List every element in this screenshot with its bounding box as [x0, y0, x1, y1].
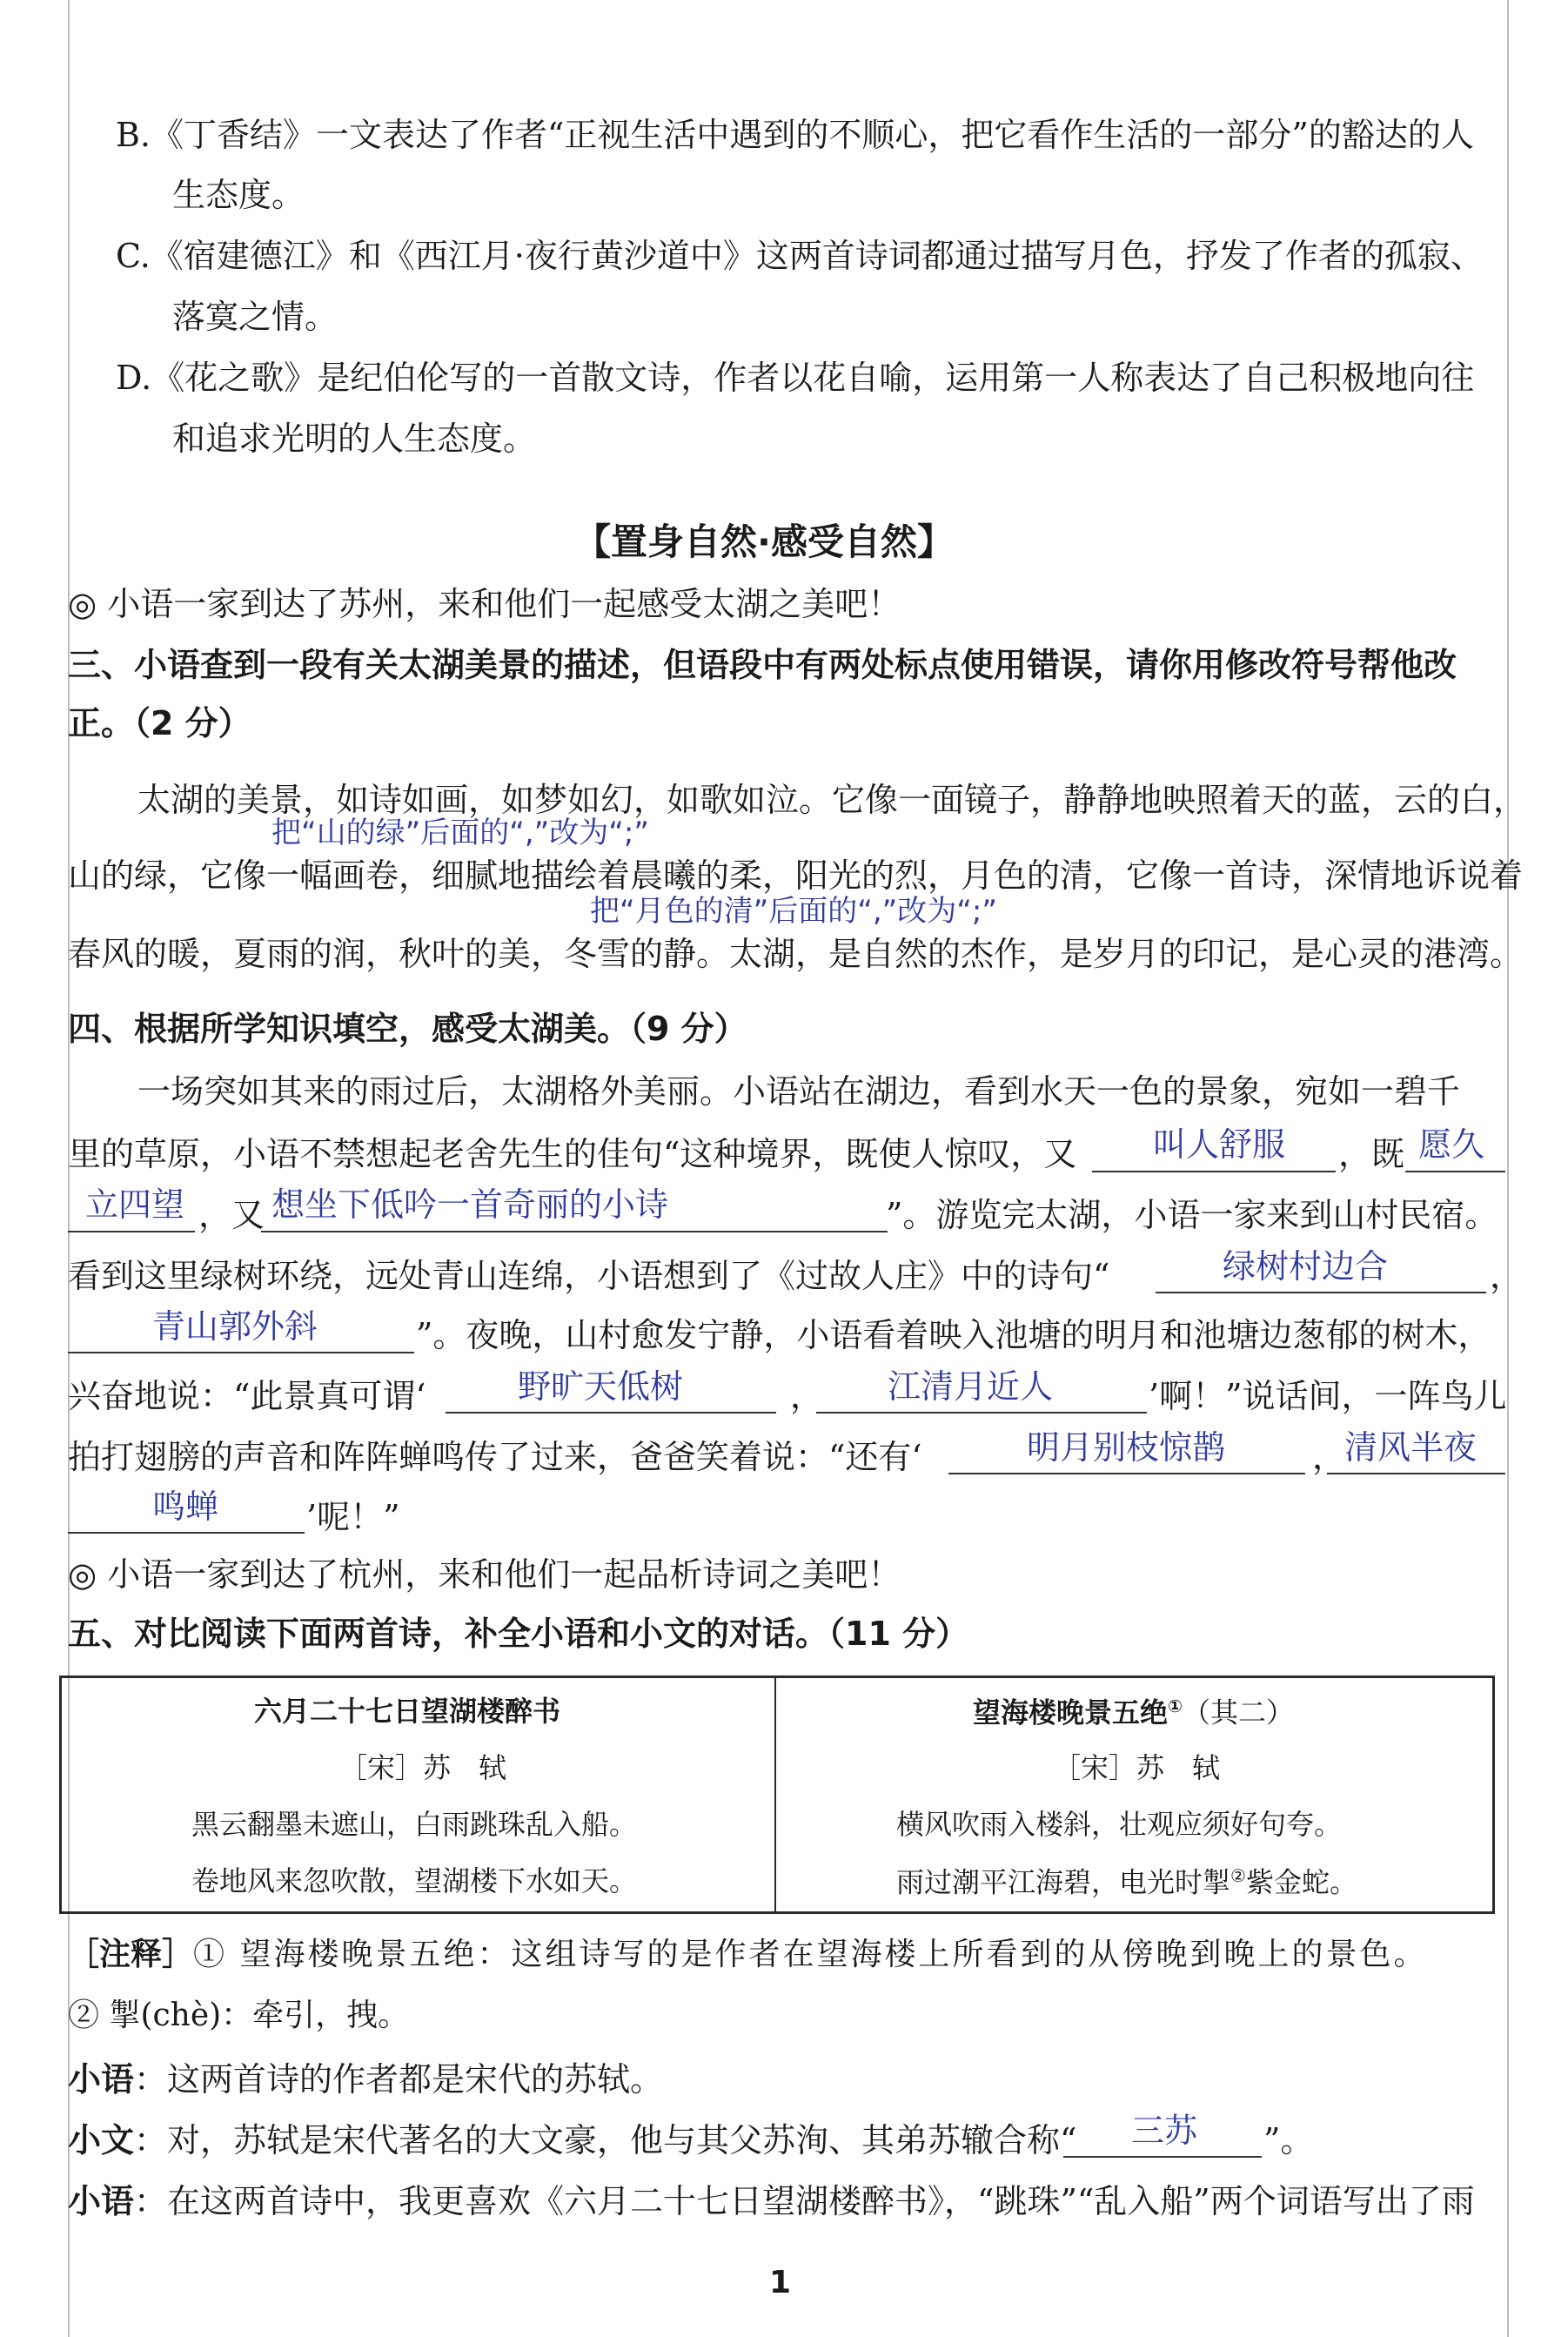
page-number: 1	[769, 2265, 792, 2300]
poem2-line1: 横风吹雨入楼斜，壮观应须好句夸。	[896, 1808, 1343, 1841]
blank-9b-answer: 鸣蝉	[152, 1487, 219, 1526]
intro-suzhou: ◎ 小语一家到达了苏州，来和他们一起感受太湖之美吧！	[68, 585, 901, 623]
q3-para-line1: 太湖的美景，如诗如画，如梦如幻，如歌如泣。它像一面镜子，静静地映照着天的蓝，云的白，	[137, 781, 1527, 819]
poem1-author: ［宋］苏 轼	[339, 1751, 507, 1784]
blank-1-answer: 叫人舒服	[1153, 1125, 1286, 1164]
q4-line6-comma: ，	[790, 1377, 824, 1415]
option-c-line1: C.《宿建德江》和《西江月·夜行黄沙道中》这两首诗词都通过描写月色，抒发了作者的孤寂、	[116, 237, 1484, 275]
blank-3-answer: 想坐下低吟一首奇丽的小诗	[271, 1185, 669, 1224]
q4-line2-text2: ，既	[1338, 1135, 1405, 1173]
blank-9b[interactable]	[68, 1532, 305, 1534]
blank-4-answer: 绿树村边合	[1223, 1247, 1389, 1286]
section-title: 【置身自然·感受自然】	[574, 520, 954, 563]
right-margin-rule	[1507, 0, 1509, 2337]
q5-title: 五、对比阅读下面两首诗，补全小语和小文的对话。（11 分）	[68, 1615, 969, 1653]
blank-2b-answer: 立四望	[85, 1185, 185, 1224]
option-b-line2: 生态度。	[172, 176, 305, 214]
intro-hangzhou: ◎ 小语一家到达了杭州，来和他们一起品析诗词之美吧！	[68, 1555, 901, 1594]
blank-6-answer: 野旷天低树	[518, 1367, 684, 1406]
q3-title-line2: 正。（2 分）	[68, 704, 251, 742]
notes-line2: ② 掣(chè)：牵引，拽。	[68, 1998, 410, 2033]
poem2-title: 望海楼晚景五绝①（其二）	[973, 1696, 1294, 1729]
q4-title: 四、根据所学知识填空，感受太湖美。（9 分）	[68, 1010, 747, 1048]
q4-line7-text: 拍打翅膀的声音和阵阵蝉鸣传了过来，爸爸笑着说：“还有‘	[68, 1438, 922, 1476]
blank-10[interactable]	[1063, 2156, 1262, 2158]
q4-line5: ”。夜晚，山村愈发宁静，小语看着映入池塘的明月和池塘边葱郁的树木，	[416, 1316, 1491, 1354]
q4-line3-text: ，又	[198, 1196, 265, 1234]
poem2-line2: 雨过潮平江海碧，电光时掣②紫金蛇。	[896, 1865, 1357, 1899]
option-d-line2: 和追求光明的人生态度。	[172, 420, 537, 458]
q4-line6-text: 兴奋地说：“此景真可谓‘	[68, 1377, 426, 1415]
blank-6[interactable]	[446, 1412, 776, 1414]
notes-label: ［注释］	[68, 1937, 194, 1972]
blank-1[interactable]	[1092, 1171, 1336, 1172]
q4-line6-text2: ’啊！”说话间，一阵鸟儿	[1149, 1377, 1507, 1415]
poem1-title: 六月二十七日望湖楼醉书	[254, 1695, 561, 1728]
option-b-line1: B.《丁香结》一文表达了作者“正视生活中遇到的不顺心，把它看作生活的一部分”的豁达的人	[116, 116, 1474, 154]
blank-2a-answer: 愿久	[1418, 1125, 1485, 1164]
q3-handwritten-answer2: 把“月色的清”后面的“,”改为“;”	[590, 894, 997, 929]
poem-table-divider	[774, 1676, 776, 1914]
dialogue-1: 小语：这两首诗的作者都是宋代的苏轼。	[68, 2060, 664, 2099]
blank-4[interactable]	[1156, 1292, 1486, 1293]
blank-3[interactable]	[261, 1231, 888, 1232]
blank-5[interactable]	[68, 1352, 414, 1353]
blank-10-answer: 三苏	[1131, 2112, 1198, 2150]
q3-para-line3: 春风的暖，夏雨的润，秋叶的美，冬雪的静。太湖，是自然的杰作，是岁月的印记，是心灵的港湾。	[68, 935, 1524, 973]
blank-2a[interactable]	[1405, 1171, 1505, 1172]
blank-2b[interactable]	[68, 1231, 195, 1232]
q4-line2-text: 里的草原，小语不禁想起老舍先生的佳句“这种境界，既使人惊叹，又	[68, 1135, 1077, 1173]
poem2-author: ［宋］苏 轼	[1053, 1751, 1221, 1784]
dialogue-2: 小文：对，苏轼是宋代著名的大文豪，他与其父苏洵、其弟苏辙合称“	[68, 2121, 1077, 2159]
option-c-line2: 落寞之情。	[172, 298, 338, 336]
poem1-line1: 黑云翻墨未遮山，白雨跳珠乱入船。	[191, 1808, 638, 1841]
q4-line8: ’呢！”	[306, 1498, 400, 1536]
q4-line4-comma: ，	[1490, 1257, 1524, 1295]
q4-line7-comma: ，	[1312, 1438, 1346, 1476]
poem1-line2: 卷地风来忽吹散，望湖楼下水如天。	[191, 1864, 638, 1897]
blank-5-answer: 青山郭外斜	[152, 1307, 318, 1346]
blank-9a[interactable]	[1327, 1473, 1505, 1474]
q3-handwritten-answer1: 把“山的绿”后面的“,”改为“;”	[271, 816, 649, 850]
q4-line3-text2: ”。游览完太湖，小语一家来到山村民宿。	[886, 1196, 1498, 1234]
dialogue-2-end: ”。	[1263, 2121, 1314, 2159]
blank-9a-answer: 清风半夜	[1344, 1428, 1478, 1467]
q3-title-line1: 三、小语查到一段有关太湖美景的描述，但语段中有两处标点使用错误，请你用修改符号帮他改	[68, 646, 1457, 684]
q4-line1: 一场突如其来的雨过后，太湖格外美丽。小语站在湖边，看到水天一色的景象，宛如一碧千	[137, 1072, 1461, 1111]
blank-7-answer: 江清月近人	[888, 1367, 1054, 1406]
option-d-line1: D.《花之歌》是纪伯伦写的一首散文诗，作者以花自喻，运用第一人称表达了自己积极地向往	[116, 359, 1475, 397]
dialogue-3: 小语：在这两首诗中，我更喜欢《六月二十七日望湖楼醉书》，“跳珠”“乱入船”两个词语写出了雨	[68, 2182, 1475, 2220]
blank-8[interactable]	[948, 1473, 1305, 1474]
q3-para-line2: 山的绿，它像一幅画卷，细腻地描绘着晨曦的柔，阳光的烈，月色的清，它像一首诗，深情地诉说着	[68, 856, 1524, 895]
blank-7[interactable]	[816, 1412, 1147, 1414]
q4-line4-text: 看到这里绿树环绕，远处青山连绵，小语想到了《过故人庄》中的诗句“	[68, 1257, 1110, 1295]
notes-line1: ［注释］① 望海楼晚景五绝：这组诗写的是作者在望海楼上所看到的从傍晚到晚上的景色。	[68, 1937, 1428, 1972]
blank-8-answer: 明月别枝惊鹊	[1027, 1428, 1226, 1467]
